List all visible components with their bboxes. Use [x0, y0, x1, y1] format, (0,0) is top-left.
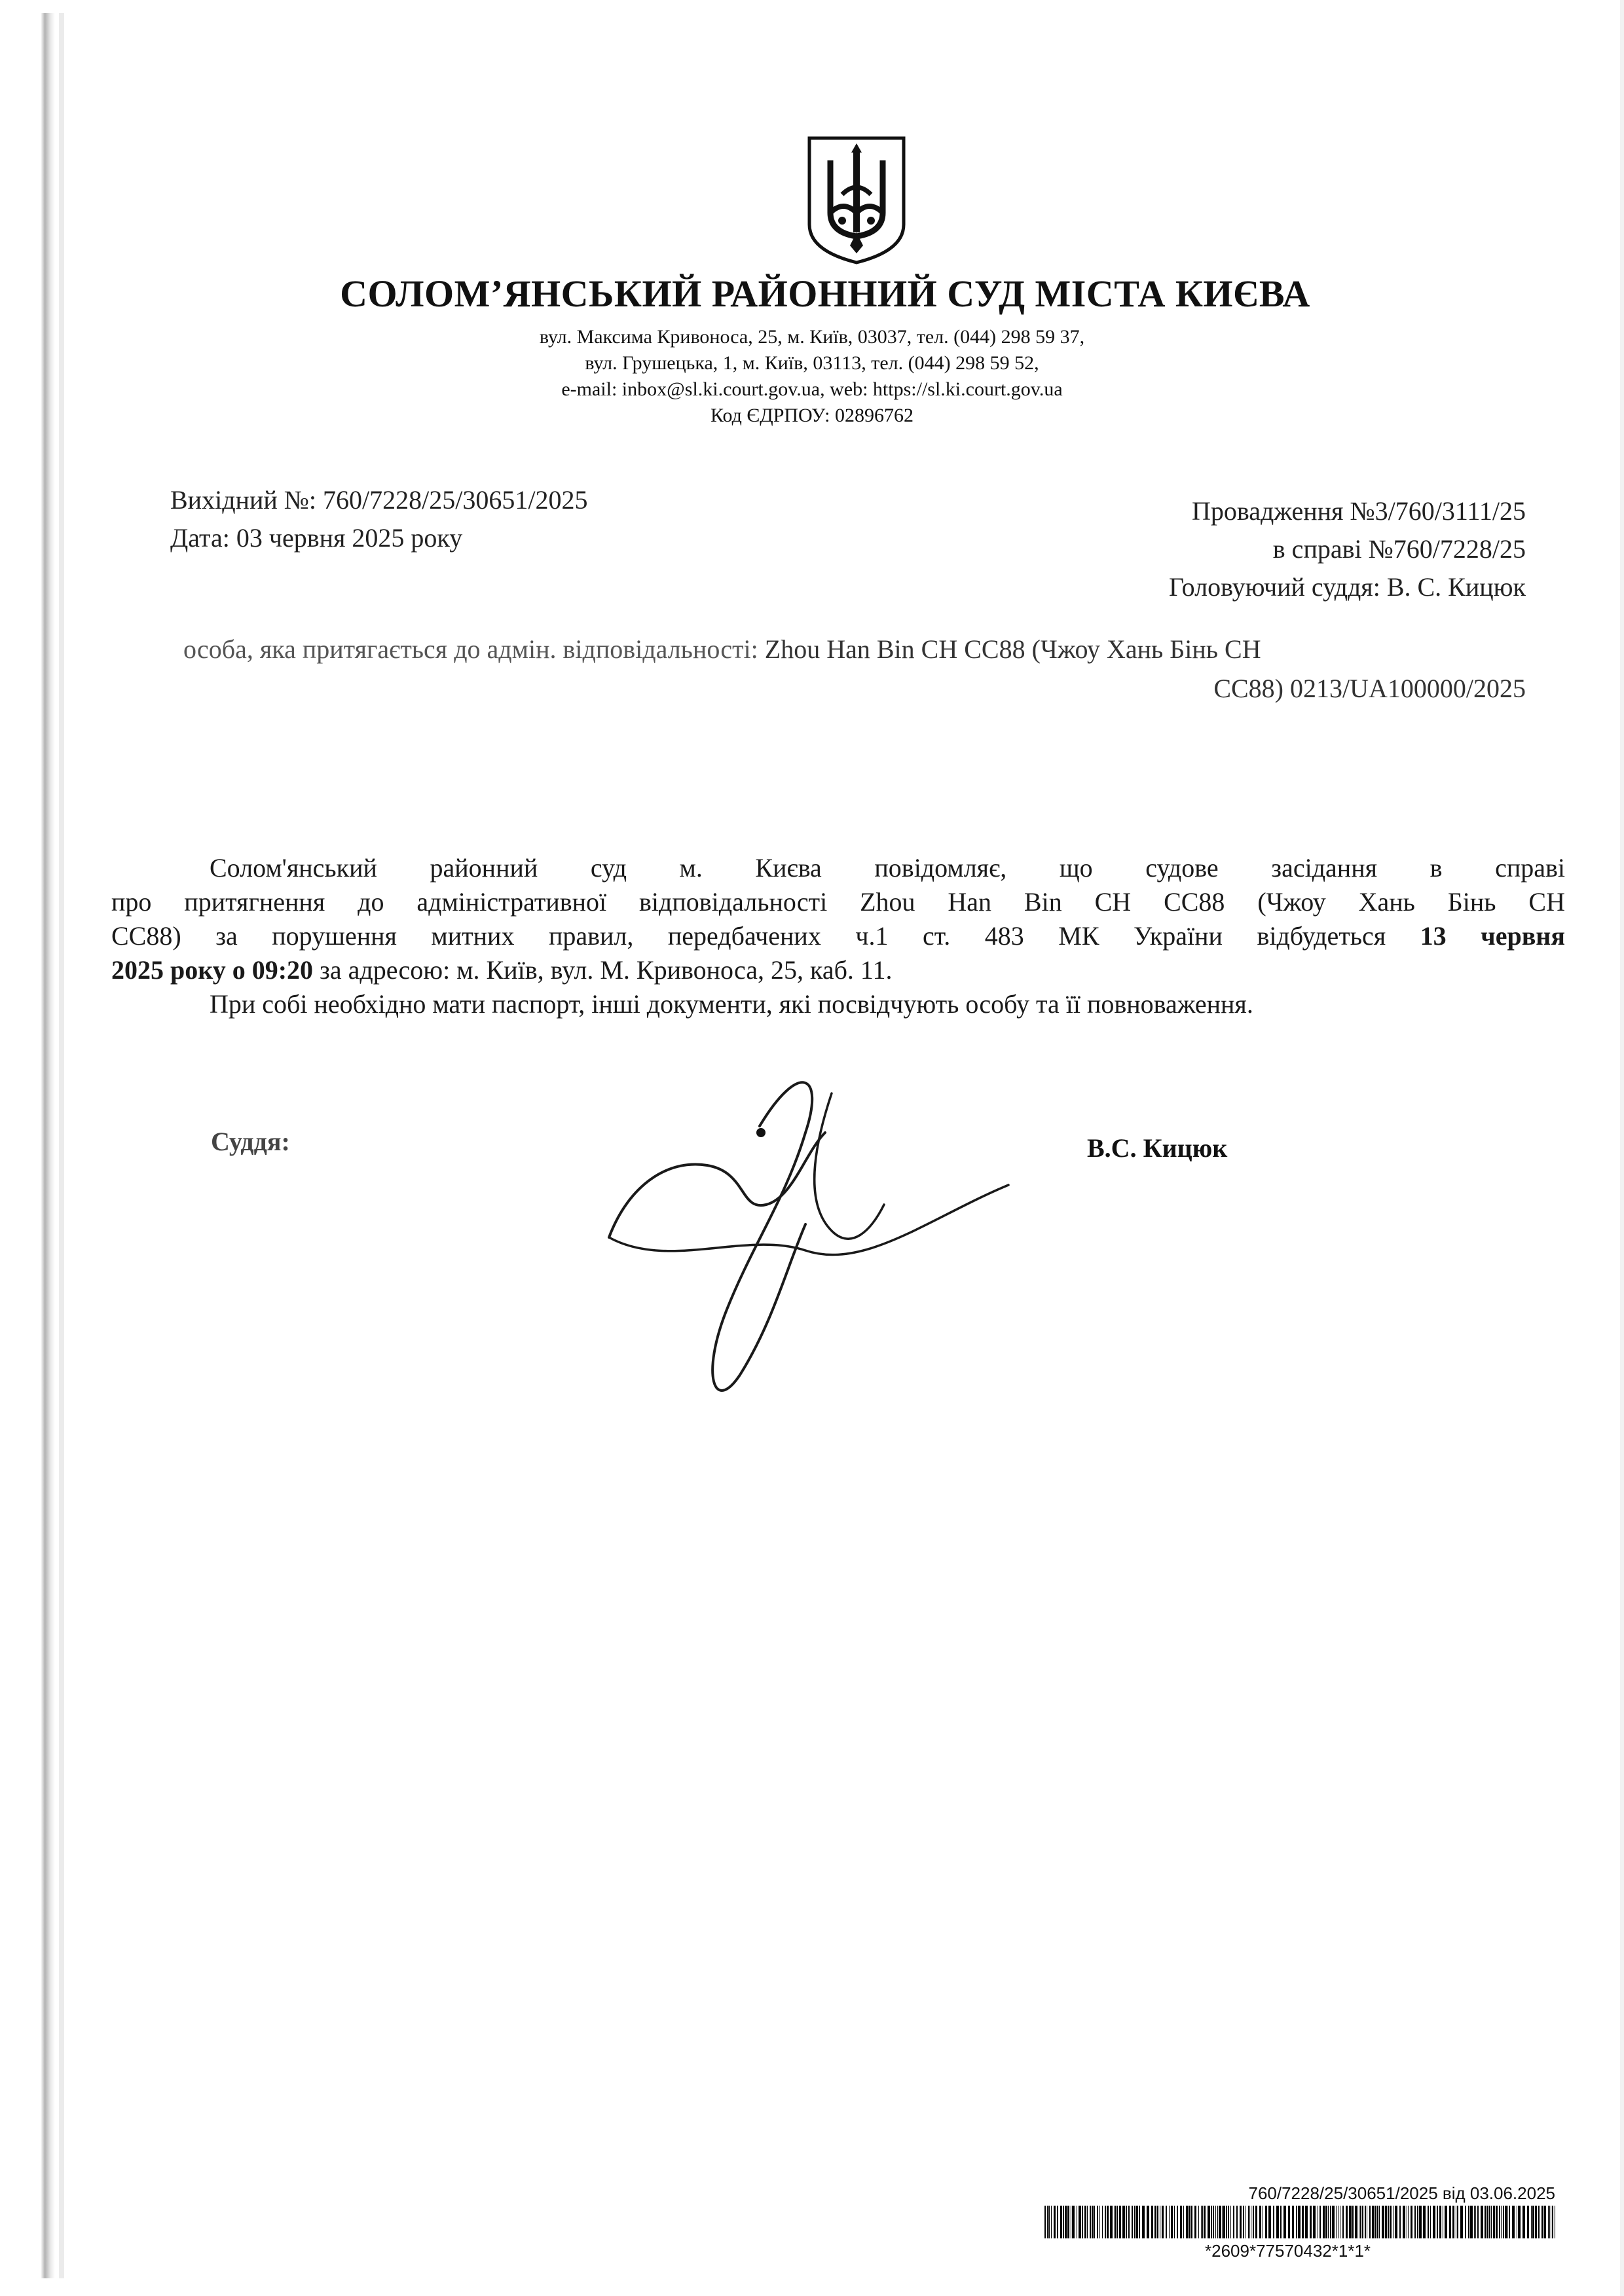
- barcode-bar: [1115, 2206, 1116, 2238]
- barcode-bar: [1087, 2206, 1088, 2238]
- barcode-bar: [1481, 2206, 1483, 2238]
- person-name-part-2: CC88) 0213/UA100000/2025: [1213, 674, 1526, 703]
- barcode-bar: [1166, 2206, 1167, 2238]
- barcode-bar: [1051, 2206, 1052, 2238]
- barcode-bar: [1273, 2206, 1274, 2238]
- case-info: [1169, 492, 1526, 606]
- barcode-bar: [1538, 2206, 1540, 2238]
- barcode-bar: [1544, 2206, 1546, 2238]
- barcode-bar: [1395, 2206, 1397, 2238]
- hearing-address: за адресою: м. Київ, вул. М. Кривоноса, 25, каб. 11.: [320, 955, 893, 985]
- person-label: особа, яка притягається до адмін. відповідальності:: [183, 634, 758, 664]
- barcode-bar: [1082, 2206, 1083, 2238]
- barcode-bar: [1385, 2206, 1387, 2238]
- barcode-bar: [1162, 2206, 1164, 2238]
- barcode-bar: [1171, 2206, 1173, 2238]
- barcode-bar: [1189, 2206, 1190, 2238]
- person-name-part-1: Zhou Han Bin CH CC88 (Чжоу Хань Бінь CH: [764, 634, 1261, 664]
- barcode-bar: [1372, 2206, 1375, 2238]
- coat-of-arms-icon: [804, 134, 909, 265]
- barcode-bar: [1228, 2206, 1229, 2238]
- barcode-code: *2609*77570432*1*1*: [1205, 2241, 1371, 2261]
- judge-name: В.С. Кицюк: [1087, 1133, 1228, 1163]
- barcode-bar: [1355, 2206, 1357, 2238]
- barcode-bar: [1323, 2206, 1325, 2238]
- barcode-bar: [1360, 2206, 1361, 2238]
- barcode-bar: [1313, 2206, 1316, 2238]
- barcode-bar: [1044, 2206, 1046, 2238]
- court-address-line-1: вул. Максима Кривоноса, 25, м. Київ, 03037, тел. (044) 298 59 37,: [539, 326, 1085, 348]
- barcode-bar: [1417, 2206, 1418, 2238]
- barcode-bar: [1047, 2206, 1048, 2238]
- barcode-bar: [1549, 2206, 1550, 2238]
- judge-label: Суддя:: [211, 1127, 290, 1156]
- barcode-bar: [1452, 2206, 1454, 2238]
- barcode-bar: [1487, 2206, 1488, 2238]
- barcode-bar: [1477, 2206, 1479, 2238]
- barcode-bar: [1211, 2206, 1212, 2238]
- barcode-bar: [1057, 2206, 1058, 2238]
- court-edrpou-line: Код ЄДРПОУ: 02896762: [710, 405, 913, 426]
- barcode-bar: [1485, 2206, 1486, 2238]
- barcode-bar: [1298, 2206, 1301, 2238]
- barcode-bar: [1388, 2206, 1389, 2238]
- barcode-bar: [1518, 2206, 1521, 2238]
- barcode-bar: [1390, 2206, 1392, 2238]
- barcode-bar: [1215, 2206, 1216, 2238]
- barcode-bar: [1198, 2206, 1199, 2238]
- barcode-bar: [1190, 2206, 1192, 2238]
- barcode-bar: [1475, 2206, 1476, 2238]
- barcode-bar: [1292, 2206, 1294, 2238]
- barcode-bar: [1253, 2206, 1254, 2238]
- body-line-2: про притягнення до адміністративної відповідальності Zhou Han Bin CH CC88 (Чжоу Хань Бінь CH: [111, 887, 1565, 917]
- person-info: [183, 630, 1526, 708]
- barcode-bar: [1105, 2206, 1106, 2238]
- barcode-bar: [1117, 2206, 1118, 2238]
- barcode-bar: [1433, 2206, 1435, 2238]
- barcode-bar: [1202, 2206, 1203, 2238]
- barcode-bar: [1097, 2206, 1098, 2238]
- barcode-bar: [1328, 2206, 1329, 2238]
- barcode-bar: [1139, 2206, 1140, 2238]
- case-number: в справі №760/7228/25: [1272, 534, 1526, 564]
- barcode-bar: [1352, 2206, 1354, 2238]
- outgoing-number: Вихідний №: 760/7228/25/30651/2025: [170, 485, 588, 515]
- barcode-bar: [1505, 2206, 1507, 2238]
- barcode-bar: [1382, 2206, 1384, 2238]
- barcode-bar: [1177, 2206, 1178, 2238]
- barcode-bar: [1169, 2206, 1170, 2238]
- presiding-judge: Головуючий суддя: В. С. Кицюк: [1169, 572, 1526, 602]
- barcode-bar: [1132, 2206, 1133, 2238]
- barcode-bar: [1531, 2206, 1532, 2238]
- barcode-bar: [1094, 2206, 1095, 2238]
- barcode-bar: [1222, 2206, 1223, 2238]
- barcode-bar: [1527, 2206, 1529, 2238]
- barcode-bar: [1249, 2206, 1250, 2238]
- barcode-bar: [1408, 2206, 1409, 2238]
- barcode-bar: [1507, 2206, 1508, 2238]
- barcode-bar: [1403, 2206, 1405, 2238]
- barcode-bar: [1280, 2206, 1282, 2238]
- barcode-bar: [1243, 2206, 1244, 2238]
- barcode-bar: [1369, 2206, 1371, 2238]
- barcode-bar: [1054, 2206, 1056, 2238]
- barcode-bar: [1493, 2206, 1495, 2238]
- barcode-bar: [1336, 2206, 1337, 2238]
- barcode-bar: [1255, 2206, 1257, 2238]
- barcode-bar: [1548, 2206, 1549, 2238]
- barcode-bar: [1099, 2206, 1100, 2238]
- barcode-bar: [1325, 2206, 1327, 2238]
- barcode-bar: [1365, 2206, 1366, 2238]
- barcode-bar: [1379, 2206, 1380, 2238]
- barcode-bar: [1283, 2206, 1286, 2238]
- barcode-bar: [1154, 2206, 1156, 2238]
- barcode-bar: [1503, 2206, 1504, 2238]
- body-line-3: [111, 919, 1565, 953]
- barcode-bar: [1236, 2206, 1238, 2238]
- barcode-bar: [1377, 2206, 1378, 2238]
- barcode-bar: [1509, 2206, 1510, 2238]
- barcode-bar: [1194, 2206, 1196, 2238]
- barcode-bar: [1460, 2206, 1463, 2238]
- barcode-bar: [1213, 2206, 1214, 2238]
- body-line-4: [111, 953, 1565, 987]
- barcode-bar: [1230, 2206, 1231, 2238]
- barcode-bar: [1320, 2206, 1321, 2238]
- barcode-bar: [1110, 2206, 1113, 2238]
- barcode-bar: [1201, 2206, 1202, 2238]
- barcode-bar: [1063, 2206, 1064, 2238]
- barcode-bar: [1259, 2206, 1261, 2238]
- barcode-bar: [1204, 2206, 1206, 2238]
- notice-body: [111, 851, 1565, 1021]
- barcode-bar: [1423, 2206, 1426, 2238]
- barcode-bar: [1090, 2206, 1091, 2238]
- barcode-bar: [1499, 2206, 1500, 2238]
- barcode-bar: [1084, 2206, 1086, 2238]
- barcode-reference: 760/7228/25/30651/2025 від 03.06.2025: [1248, 2183, 1555, 2203]
- barcode-bar: [1102, 2206, 1103, 2238]
- barcode-bar: [1174, 2206, 1175, 2238]
- barcode-bar: [1552, 2206, 1553, 2238]
- barcode-bar: [1512, 2206, 1515, 2238]
- barcode-bar: [1288, 2206, 1290, 2238]
- barcode-bar: [1180, 2206, 1182, 2238]
- barcode-bar: [1072, 2206, 1075, 2238]
- outgoing-date: Дата: 03 червня 2025 року: [170, 523, 463, 553]
- barcode-bar: [1310, 2206, 1312, 2238]
- document-barcode: [1044, 2183, 1555, 2272]
- barcode-bar: [1491, 2206, 1492, 2238]
- barcode-bar: [1349, 2206, 1352, 2238]
- body-line-1: Солом'янський районний суд м. Києва повідомляє, що судове засідання в справі: [210, 853, 1565, 883]
- barcode-bar: [1501, 2206, 1502, 2238]
- barcode-bar: [1157, 2206, 1158, 2238]
- barcode-bar: [1060, 2206, 1062, 2238]
- barcode-bar: [1048, 2206, 1050, 2238]
- barcode-bar: [1437, 2206, 1438, 2238]
- barcode-bar: [1134, 2206, 1135, 2238]
- barcode-bar: [1428, 2206, 1429, 2238]
- barcode-bar: [1468, 2206, 1469, 2238]
- hearing-year-time: 2025 року о 09:20: [111, 955, 314, 985]
- barcode-bar: [1414, 2206, 1416, 2238]
- barcode-bar: [1183, 2206, 1184, 2238]
- barcode-bar: [1128, 2206, 1130, 2238]
- judge-signature-icon: [589, 1034, 1061, 1440]
- barcode-bar: [1465, 2206, 1466, 2238]
- barcode-bar: [1186, 2206, 1189, 2238]
- barcode-bar: [1332, 2206, 1335, 2238]
- barcode-bar: [1541, 2206, 1543, 2238]
- body-requirements: При собі необхідно мати паспорт, інші документи, які посвідчують особу та її повноваження.: [210, 989, 1253, 1019]
- barcode-bar: [1411, 2206, 1412, 2238]
- barcode-bar: [1217, 2206, 1218, 2238]
- barcode-bar: [1276, 2206, 1279, 2238]
- outgoing-info: [170, 481, 588, 557]
- barcode-bar: [1226, 2206, 1227, 2238]
- barcode-bar: [1474, 2206, 1475, 2238]
- barcode-bar: [1430, 2206, 1431, 2238]
- barcode-bar: [1419, 2206, 1422, 2238]
- barcode-bar: [1302, 2206, 1304, 2238]
- barcode-bar: [1265, 2206, 1267, 2238]
- barcode-bar: [1522, 2206, 1525, 2238]
- barcode-icon: [1044, 2206, 1555, 2238]
- barcode-bar: [1296, 2206, 1297, 2238]
- barcode-bar: [1151, 2206, 1153, 2238]
- barcode-bar: [1240, 2206, 1242, 2238]
- barcode-bar: [1268, 2206, 1271, 2238]
- barcode-bar: [1375, 2206, 1376, 2238]
- barcode-bar: [1342, 2206, 1344, 2238]
- barcode-bar: [1439, 2206, 1441, 2238]
- court-address-line-2: вул. Грушецька, 1, м. Київ, 03113, тел. (044) 298 59 52,: [585, 352, 1039, 374]
- barcode-bar: [1449, 2206, 1451, 2238]
- barcode-bar: [1399, 2206, 1401, 2238]
- barcode-bar: [1233, 2206, 1234, 2238]
- barcode-bar: [1079, 2206, 1081, 2238]
- body-line-3-text: CC88) за порушення митних правил, передбачених ч.1 ст. 483 МК України відбудеться: [111, 921, 1386, 951]
- proceeding-number: Провадження №3/760/3111/25: [1192, 496, 1526, 526]
- hearing-day: 13 червня: [1420, 921, 1565, 951]
- barcode-bar: [1136, 2206, 1138, 2238]
- barcode-bar: [1346, 2206, 1348, 2238]
- barcode-bar: [1330, 2206, 1331, 2238]
- barcode-bar: [1126, 2206, 1127, 2238]
- barcode-bar: [1147, 2206, 1149, 2238]
- barcode-bar: [1489, 2206, 1490, 2238]
- barcode-bar: [1470, 2206, 1473, 2238]
- barcode-bar: [1122, 2206, 1125, 2238]
- barcode-bar: [1532, 2206, 1534, 2238]
- barcode-bar: [1362, 2206, 1363, 2238]
- barcode-bar: [1248, 2206, 1249, 2238]
- barcode-bar: [1223, 2206, 1225, 2238]
- barcode-bar: [1535, 2206, 1537, 2238]
- barcode-bar: [1208, 2206, 1210, 2238]
- barcode-bar: [1119, 2206, 1121, 2238]
- barcode-bar: [1065, 2206, 1067, 2238]
- barcode-bar: [1092, 2206, 1094, 2238]
- barcode-bar: [1457, 2206, 1458, 2238]
- court-name-heading: СОЛОМ’ЯНСЬКИЙ РАЙОННИЙ СУД МІСТА КИЄВА: [340, 272, 1310, 315]
- barcode-bar: [1219, 2206, 1221, 2238]
- barcode-bar: [1067, 2206, 1069, 2238]
- barcode-bar: [1305, 2206, 1308, 2238]
- barcode-bar: [1114, 2206, 1115, 2238]
- barcode-bar: [1142, 2206, 1145, 2238]
- court-contacts-line: e-mail: inbox@sl.ki.court.gov.ua, web: https://sl.ki.court.gov.ua: [561, 378, 1063, 400]
- barcode-bar: [1107, 2206, 1109, 2238]
- barcode-bar: [1445, 2206, 1447, 2238]
- barcode-bar: [1496, 2206, 1498, 2238]
- person-line-1: [183, 630, 1526, 669]
